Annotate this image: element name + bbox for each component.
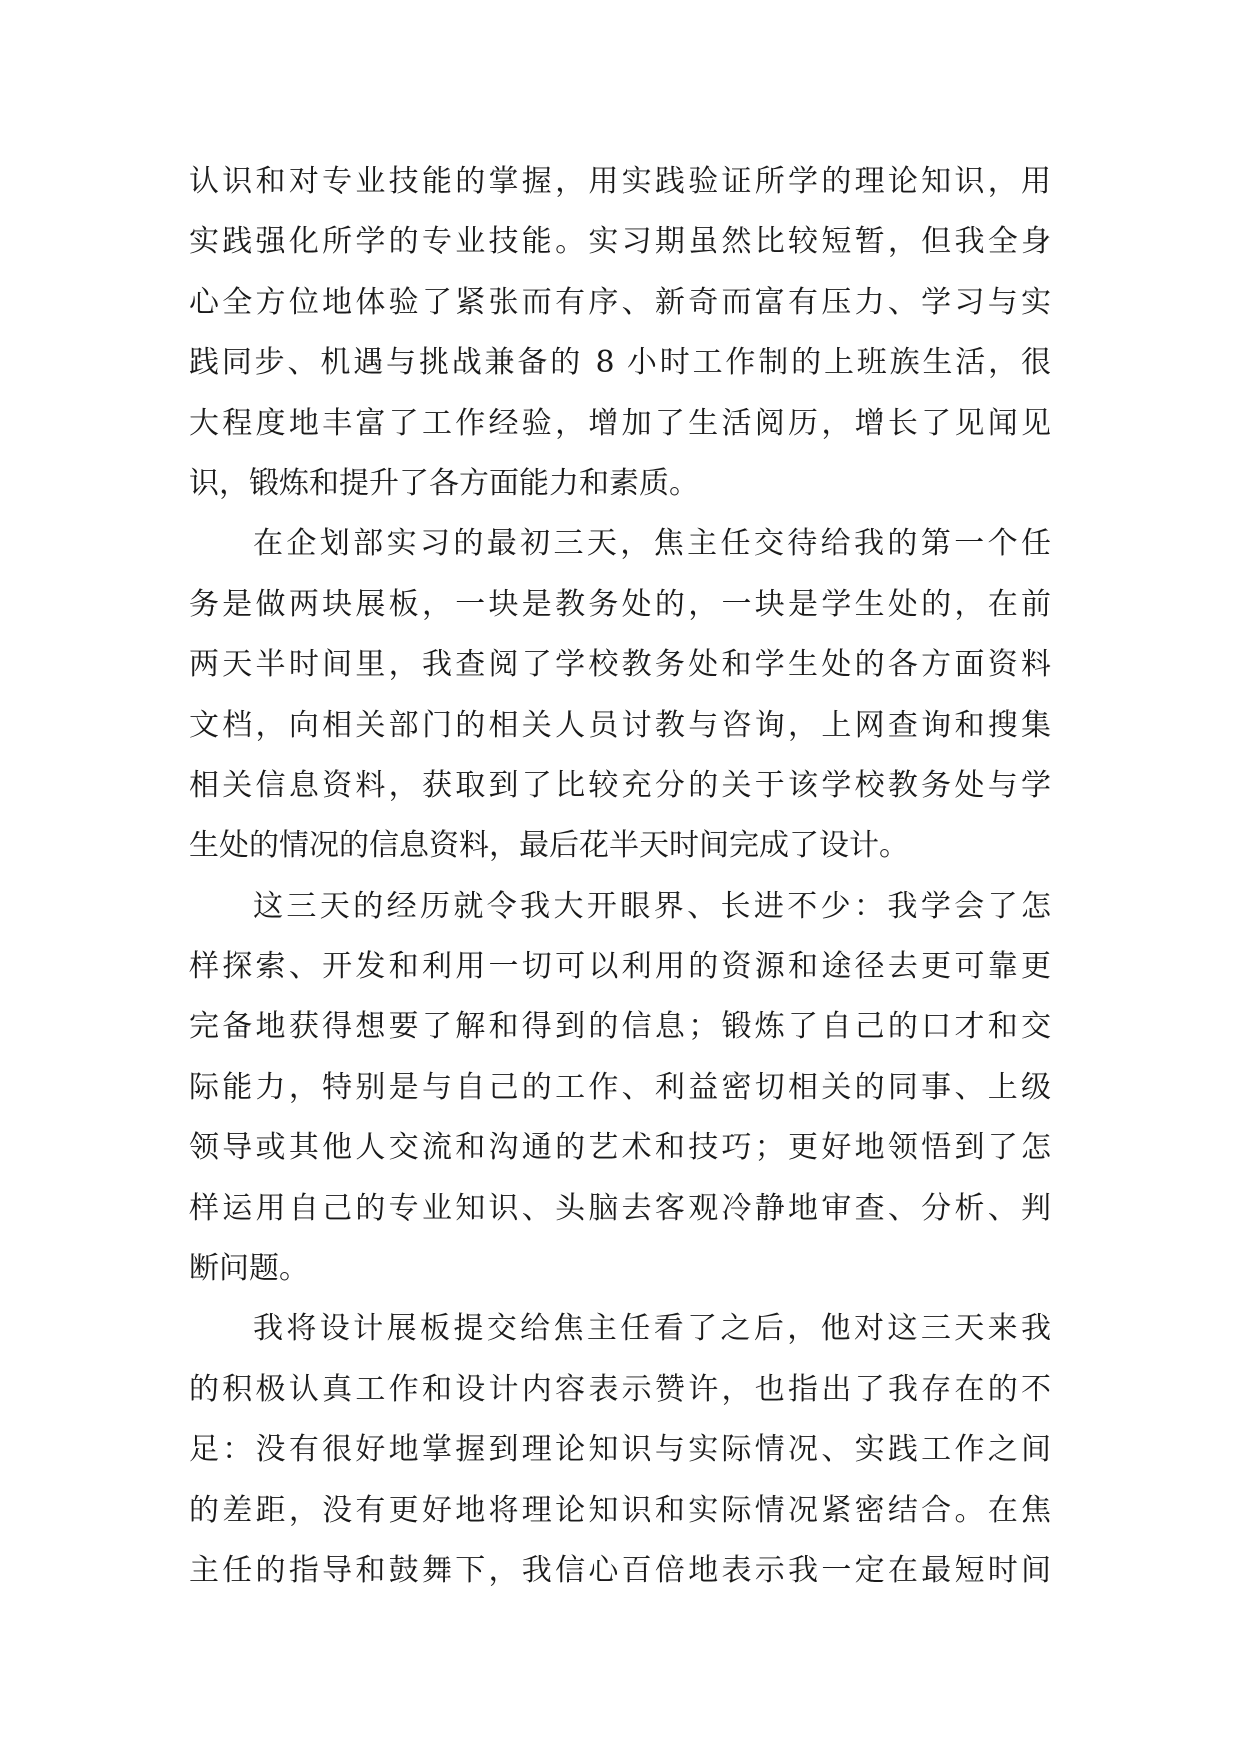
paragraph-4-line-4: 的差距，没有更好地将理论知识和实际情况紧密结合。在焦 xyxy=(189,1492,1051,1528)
paragraph-1-line-1: 认识和对专业技能的掌握，用实践验证所学的理论知识，用 xyxy=(189,164,1051,199)
paragraph-3-line-2: 样探索、开发和利用一切可以利用的资源和途径去更可靠更 xyxy=(189,949,1051,985)
paragraph-3-line-6: 样运用自己的专业知识、头脑去客观冷静地审查、分析、判 xyxy=(189,1190,1051,1226)
paragraph-1-line-4: 践同步、机遇与挑战兼备的 8 小时工作制的上班族生活，很 xyxy=(189,345,1051,381)
paragraph-1-line-2: 实践强化所学的专业技能。实习期虽然比较短暂，但我全身 xyxy=(189,224,1051,260)
paragraph-2-line-1: 在企划部实习的最初三天，焦主任交待给我的第一个任 xyxy=(253,526,1051,562)
paragraph-4-line-1: 我将设计展板提交给焦主任看了之后，他对这三天来我 xyxy=(253,1311,1051,1347)
paragraph-2-line-3: 两天半时间里，我查阅了学校教务处和学生处的各方面资料 xyxy=(189,647,1051,683)
paragraph-2-line-5: 相关信息资料，获取到了比较充分的关于该学校教务处与学 xyxy=(189,767,1051,803)
paragraph-2-line-2: 务是做两块展板，一块是教务处的，一块是学生处的，在前 xyxy=(189,586,1051,622)
paragraph-3-line-4: 际能力，特别是与自己的工作、利益密切相关的同事、上级 xyxy=(189,1069,1051,1105)
paragraph-3-line-5: 领导或其他人交流和沟通的艺术和技巧；更好地领悟到了怎 xyxy=(189,1130,1051,1166)
paragraph-2-line-6: 生处的情况的信息资料，最后花半天时间完成了设计。 xyxy=(189,828,909,864)
paragraph-3-line-7: 断问题。 xyxy=(189,1251,309,1287)
paragraph-2-line-4: 文档，向相关部门的相关人员讨教与咨询，上网查询和搜集 xyxy=(189,707,1051,743)
paragraph-3-line-3: 完备地获得想要了解和得到的信息；锻炼了自己的口才和交 xyxy=(189,1009,1051,1045)
document-body xyxy=(189,152,1051,1601)
paragraph-1-line-6: 识，锻炼和提升了各方面能力和素质。 xyxy=(189,465,699,501)
paragraph-4-line-3: 足：没有很好地掌握到理论知识与实际情况、实践工作之间 xyxy=(189,1432,1051,1468)
paragraph-1-line-3: 心全方位地体验了紧张而有序、新奇而富有压力、学习与实 xyxy=(189,284,1051,320)
paragraph-4-line-2: 的积极认真工作和设计内容表示赞许，也指出了我存在的不 xyxy=(189,1371,1051,1407)
paragraph-3-line-1: 这三天的经历就令我大开眼界、长进不少：我学会了怎 xyxy=(253,888,1051,924)
paragraph-4-line-5: 主任的指导和鼓舞下，我信心百倍地表示我一定在最短时间 xyxy=(189,1552,1051,1588)
paragraph-1-line-5: 大程度地丰富了工作经验，增加了生活阅历，增长了见闻见 xyxy=(189,405,1051,441)
